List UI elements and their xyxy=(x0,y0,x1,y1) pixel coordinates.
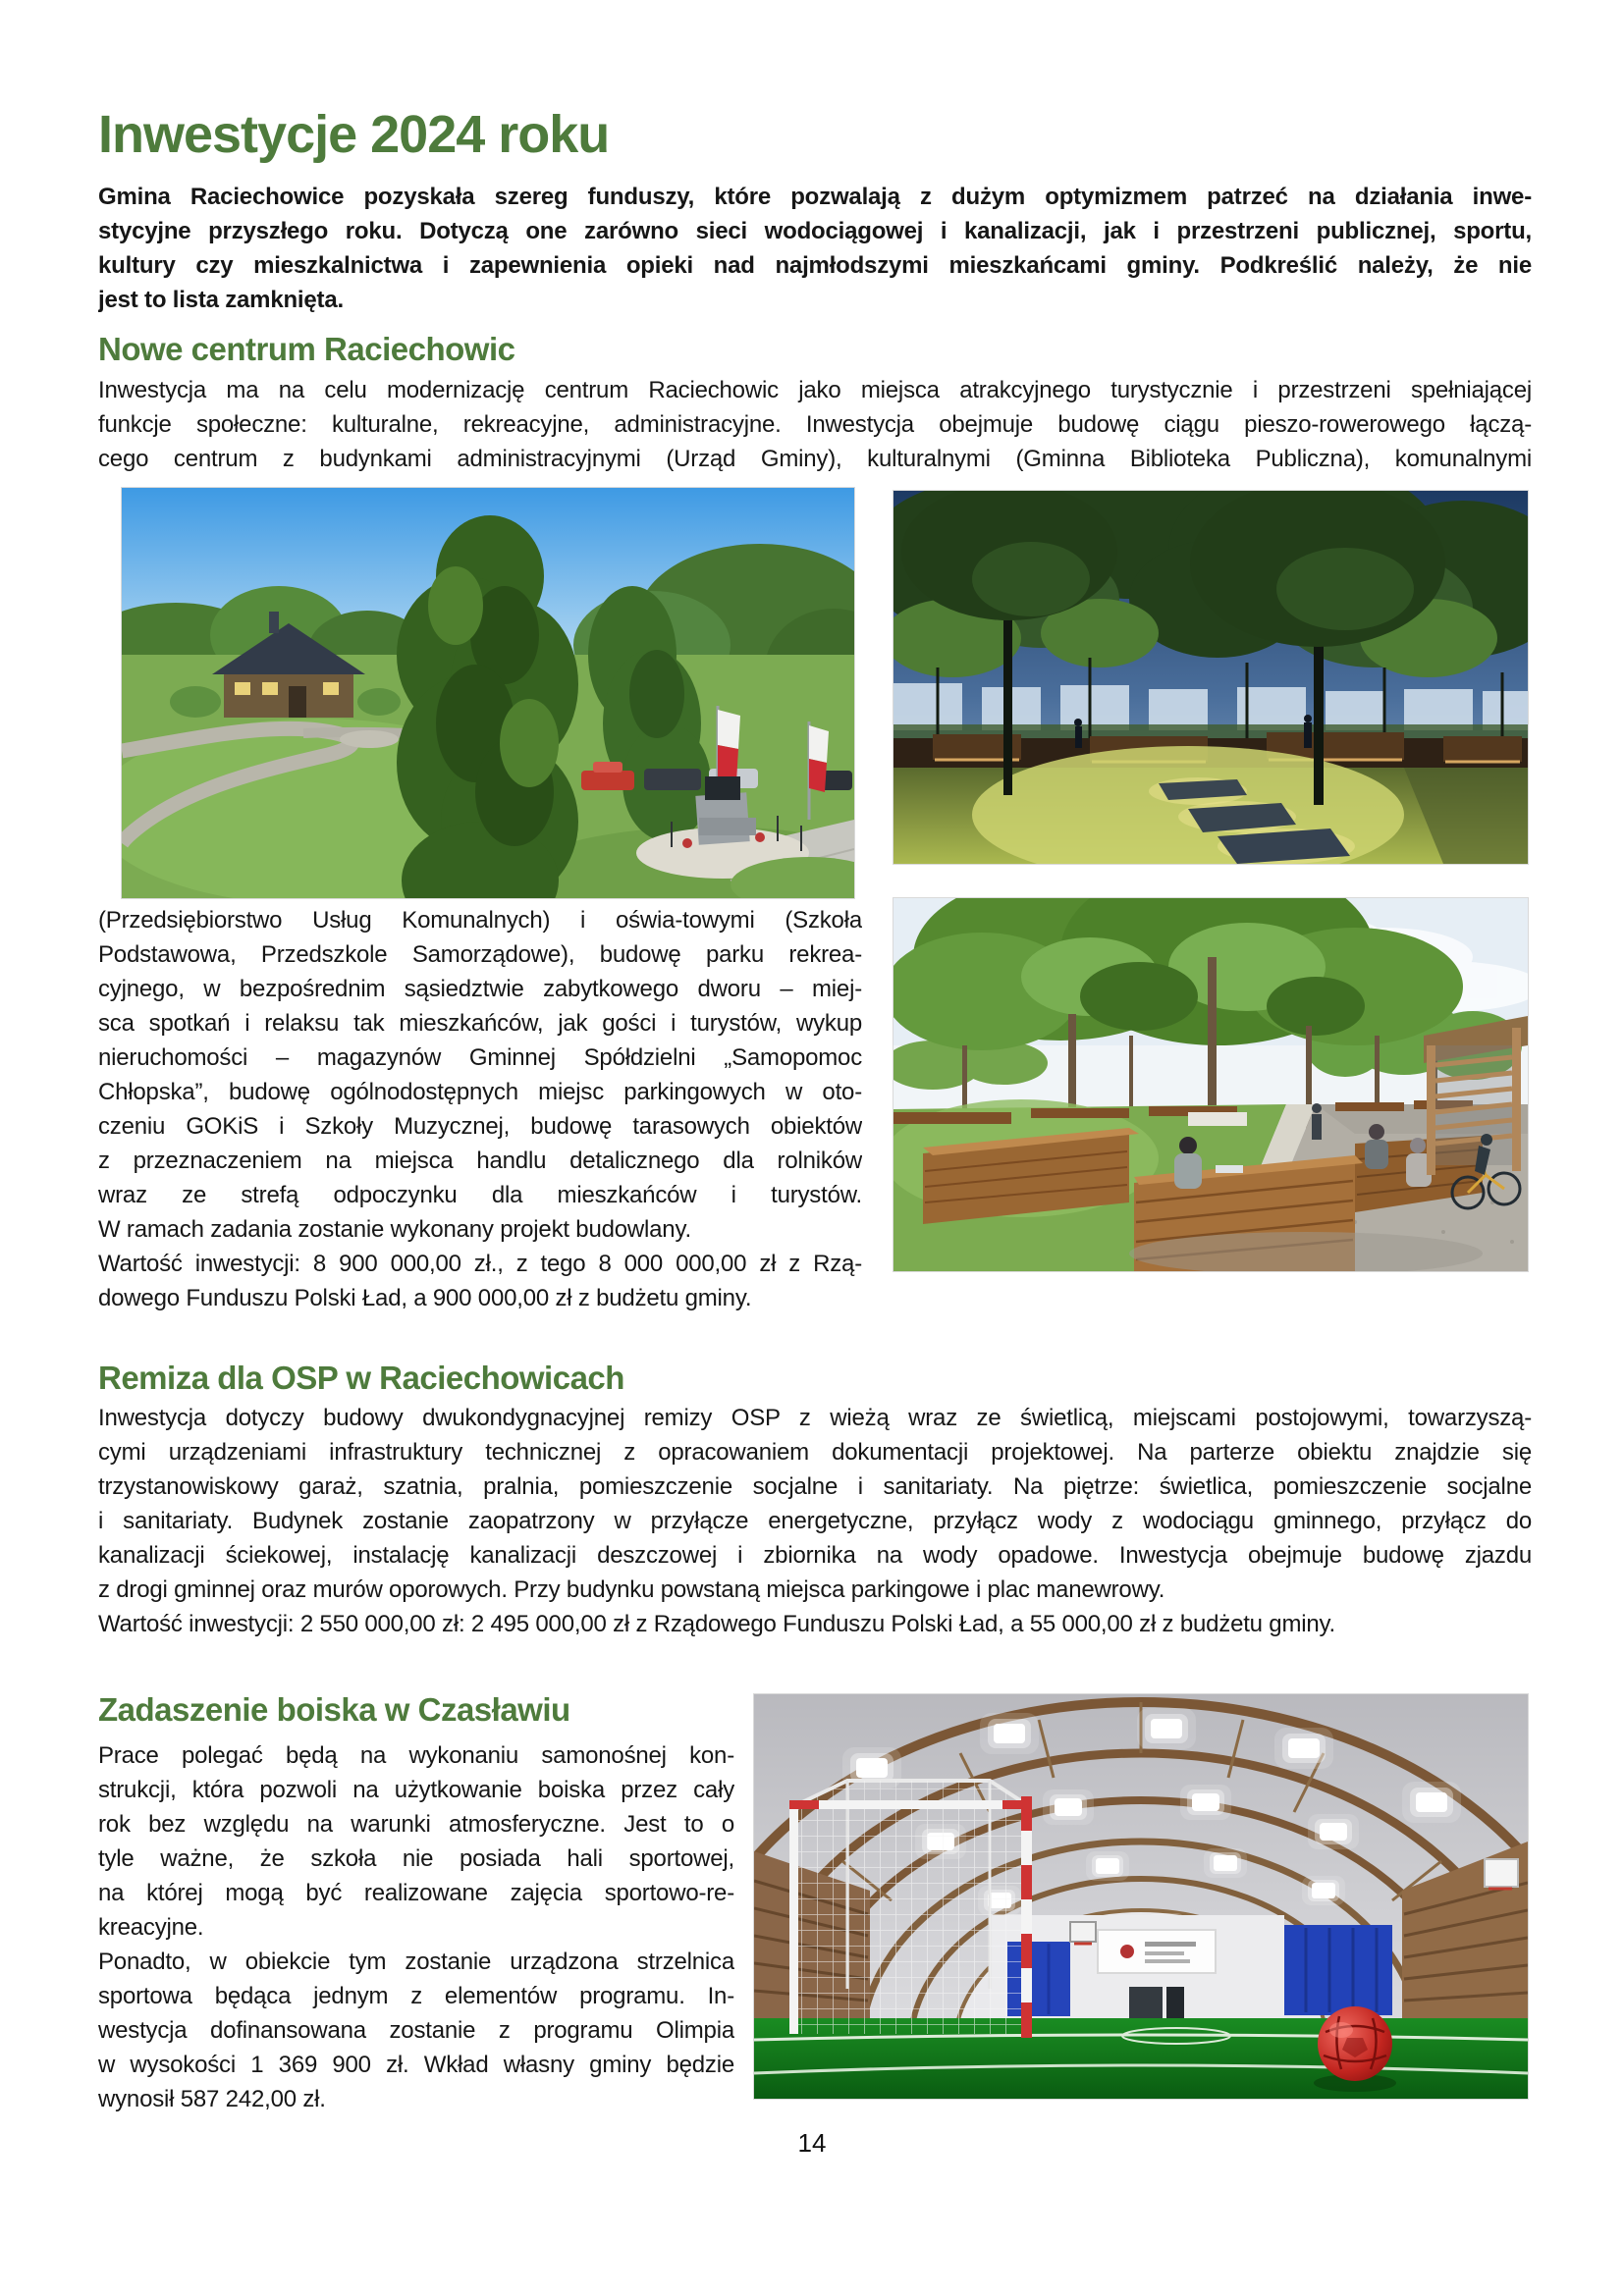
text-line: Ponadto, w obiekcie tym zostanie urządzona strzelnica xyxy=(98,1949,734,1975)
photo-aerial-centrum xyxy=(122,488,854,898)
photo-sports-hall-render xyxy=(754,1694,1528,2099)
section-heading-zadaszenie-boiska: Zadaszenie boiska w Czasławiu xyxy=(98,1691,570,1728)
section3-paragraph-2 xyxy=(98,1945,734,2116)
text-line: trzystanowiskowy garaż, szatnia, pralnia, pomieszczenie socjalne i sanitariaty. Na piętrze: świetlica, pomieszczenie socjalne xyxy=(98,1473,1532,1500)
section1-wrapped-column xyxy=(98,903,862,1315)
text-line: tyle ważne, że szkoła nie posiada hali sportowej, xyxy=(98,1845,734,1872)
text-line: z drogi gminnej oraz murów oporowych. Przy budynku powstaną miejsca parkingowe i plac manewrowy. xyxy=(98,1576,1165,1603)
section-heading-nowe-centrum: Nowe centrum Raciechowic xyxy=(98,331,515,367)
photo-park-day-render xyxy=(893,898,1528,1271)
day-park-illustration xyxy=(893,898,1528,1271)
text-line: z przeznaczeniem na miejsca handlu detalicznego dla rolników xyxy=(98,1148,862,1174)
aerial-photo-illustration xyxy=(122,488,854,898)
text-line: Podstawowa, Przedszkole Samorządowe), budowę parku rekrea- xyxy=(98,941,862,968)
page-number: 14 xyxy=(797,2128,827,2158)
text-line: rok bez względu na warunki atmosferyczne. Jest to o xyxy=(98,1811,734,1838)
section1-col-paragraph-1 xyxy=(98,903,862,1247)
text-line: Inwestycja dotyczy budowy dwukondygnacyjnej remizy OSP z wieżą wraz ze świetlicą, miejscami postojowymi, towarzyszą- xyxy=(98,1405,1532,1431)
text-line: Wartość inwestycji: 2 550 000,00 zł: 2 495 000,00 zł z Rządowego Funduszu Polski Ład, a 55 000,00 zł z budżetu gminy. xyxy=(98,1611,1336,1637)
text-line: stycyjne przyszłego roku. Dotyczą one zarówno sieci wodociągowej i kanalizacji, jak i przestrzeni publicznej, sportu, xyxy=(98,218,1532,244)
section2-paragraph xyxy=(98,1401,1532,1607)
section1-col-paragraph-2 xyxy=(98,1247,862,1315)
intro-paragraph xyxy=(98,180,1532,317)
text-line: dowego Funduszu Polski Ład, a 900 000,00 zł z budżetu gminy. xyxy=(98,1285,752,1311)
text-line: Prace polegać będą na wykonaniu samonośnej kon- xyxy=(98,1742,734,1769)
text-line: jest to lista zamknięta. xyxy=(98,287,344,313)
section1-paragraph xyxy=(98,373,1532,476)
text-line: w wysokości 1 369 900 zł. Wkład własny gminy będzie xyxy=(98,2052,734,2078)
text-line: (Przedsiębiorstwo Usług Komunalnych) i oświa-towymi (Szkoła xyxy=(98,907,862,934)
text-line: W ramach zadania zostanie wykonany projekt budowlany. xyxy=(98,1216,691,1243)
text-line: sportowa będąca jednym z elementów programu. In- xyxy=(98,1983,734,2009)
section2-value-line xyxy=(98,1607,1532,1641)
text-line: kreacyjne. xyxy=(98,1914,204,1941)
sports-hall-illustration xyxy=(754,1694,1528,2099)
text-line: na której mogą być realizowane zajęcia sportowo-re- xyxy=(98,1880,734,1906)
text-line: nieruchomości – magazynów Gminnej Spółdzielni „Samopomoc xyxy=(98,1044,862,1071)
photo-park-night-render xyxy=(893,491,1528,864)
text-line: cyjnego, w bezpośrednim sąsiedztwie zabytkowego dworu – miej- xyxy=(98,976,862,1002)
text-line: cego centrum z budynkami administracyjnymi (Urząd Gminy), kulturalnymi (Gminna Biblioteka Publiczna), komunalnymi xyxy=(98,446,1532,472)
text-line: westycja dofinansowana zostanie z programu Olimpia xyxy=(98,2017,734,2044)
text-line: Wartość inwestycji: 8 900 000,00 zł., z tego 8 000 000,00 zł z Rzą- xyxy=(98,1251,862,1277)
text-line: Inwestycja ma na celu modernizację centrum Raciechowic jako miejsca atrakcyjnego turystycznie i przestrzeni spełniającej xyxy=(98,377,1532,403)
night-park-illustration xyxy=(893,491,1528,864)
section3-paragraph-1 xyxy=(98,1738,734,1945)
text-line: Chłopska”, budowę ogólnodostępnych miejsc parkingowych w oto- xyxy=(98,1079,862,1105)
text-line: kultury czy mieszkalnictwa i zapewnienia opieki nad najmłodszymi mieszkańcami gminy. Podkreślić należy, że nie xyxy=(98,252,1532,279)
text-line: czeniu GOKiS i Szkoły Muzycznej, budowę tarasowych obiektów xyxy=(98,1113,862,1140)
text-line: funkcje społeczne: kulturalne, rekreacyjne, administracyjne. Inwestycja obejmuje budowę ciągu pieszo-rowerowego łączą- xyxy=(98,411,1532,438)
text-line: i sanitariaty. Budynek zostanie zaopatrzony w przyłącze energetyczne, przyłącz wody z wodociągu gminnego, przyłącz do xyxy=(98,1508,1532,1534)
text-line: wynosił 587 242,00 zł. xyxy=(98,2086,326,2112)
section-heading-remiza-osp: Remiza dla OSP w Raciechowicach xyxy=(98,1360,624,1396)
page-title: Inwestycje 2024 roku xyxy=(98,105,610,164)
section3-column xyxy=(98,1738,734,2116)
text-line: kanalizacji ściekowej, instalację kanalizacji deszczowej i zbiornika na wody opadowe. Inwestycja obejmuje budowę zjazdu xyxy=(98,1542,1532,1569)
text-line: cymi urządzeniami infrastruktury technicznej z opracowaniem dokumentacji projektowej. Na parterze obiektu znajdzie się xyxy=(98,1439,1532,1466)
text-line: strukcji, która pozwoli na użytkowanie boiska przez cały xyxy=(98,1777,734,1803)
text-line: Gmina Raciechowice pozyskała szereg funduszy, które pozwalają z dużym optymizmem patrzeć na działania inwe- xyxy=(98,184,1532,210)
text-line: sca spotkań i relaksu tak mieszkańców, jak gości i turystów, wykup xyxy=(98,1010,862,1037)
text-line: wraz ze strefą odpoczynku dla mieszkańców i turystów. xyxy=(98,1182,862,1208)
